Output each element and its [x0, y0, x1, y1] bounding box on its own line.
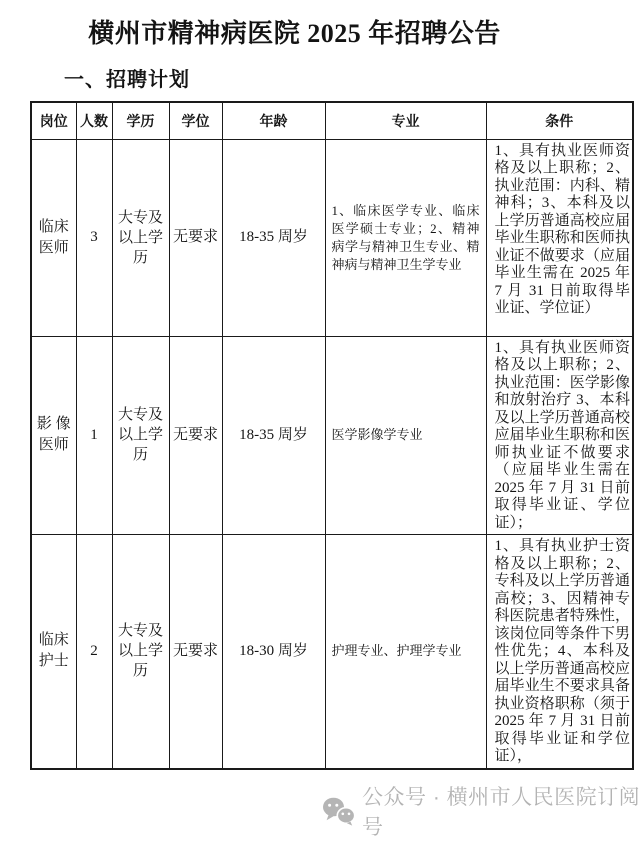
- column-header-education: 学历: [112, 102, 169, 139]
- position-cell: 临床护士: [31, 535, 76, 769]
- conditions-cell: 1、具有执业护士资格及以上职称；2、专科及以上学历普通高校；3、因精神专科医院患者特殊性，该岗位同等条件下男性优先；4、本科及以上学历普通高校应届毕业生不要求具备执业资格职称（须于 2025 年 7 月 31 日前取得毕业证和学位证），: [486, 535, 633, 769]
- column-header-degree: 学位: [169, 102, 222, 139]
- table-header-row: [31, 102, 633, 139]
- page-title: 横州市精神病医院 2025 年招聘公告: [88, 19, 501, 48]
- degree-cell: 无要求: [169, 535, 222, 769]
- column-header-conditions: 条件: [486, 102, 633, 139]
- education-cell: 大专及以上学历: [112, 535, 169, 769]
- column-header-major: 专业: [325, 102, 486, 139]
- major-cell: 医学影像学专业: [325, 336, 486, 535]
- recruitment-table: [30, 101, 634, 770]
- table-row: [31, 336, 633, 535]
- footer-label: 公众号 · 横州市人民医院订阅号: [362, 786, 641, 839]
- education-cell: 大专及以上学历: [112, 336, 169, 535]
- column-header-count: 人数: [76, 102, 112, 139]
- major-cell: 1、临床医学专业、临床医学硕士专业；2、精神病学与精神卫生专业、精神病与精神卫生学专业: [325, 139, 486, 336]
- age-cell: 18-35 周岁: [222, 139, 325, 336]
- position-cell: 临床医师: [31, 139, 76, 336]
- conditions-cell: 1、具有执业医师资格及以上职称；2、执业范围：内科、精神科；3、本科及以上学历普通高校应届毕业生职称和医师执业证不做要求（应届毕业生需在 2025 年 7 月 31 日前取得毕业证、学位证）: [486, 139, 633, 336]
- section-heading: 一、招聘计划: [64, 69, 190, 91]
- column-header-position: 岗位: [31, 102, 76, 139]
- age-cell: 18-35 周岁: [222, 336, 325, 535]
- conditions-cell: 1、具有执业医师资格及以上职称；2、执业范围：医学影像和放射治疗 3、本科及以上学历普通高校应届毕业生职称和医师执业证不做要求（应届毕业生需在 2025 年 7 月 31 日前取得毕业证、学位证）；: [486, 336, 633, 535]
- major-cell: 护理专业、护理学专业: [325, 535, 486, 769]
- count-cell: 2: [76, 535, 112, 769]
- column-header-age: 年龄: [222, 102, 325, 139]
- position-cell: 影 像医师: [31, 336, 76, 535]
- degree-cell: 无要求: [169, 139, 222, 336]
- degree-cell: 无要求: [169, 336, 222, 535]
- count-cell: 1: [76, 336, 112, 535]
- wechat-account-footer[interactable]: [321, 781, 641, 841]
- table-row: [31, 535, 633, 769]
- count-cell: 3: [76, 139, 112, 336]
- table-row: [31, 139, 633, 336]
- education-cell: 大专及以上学历: [112, 139, 169, 336]
- age-cell: 18-30 周岁: [222, 535, 325, 769]
